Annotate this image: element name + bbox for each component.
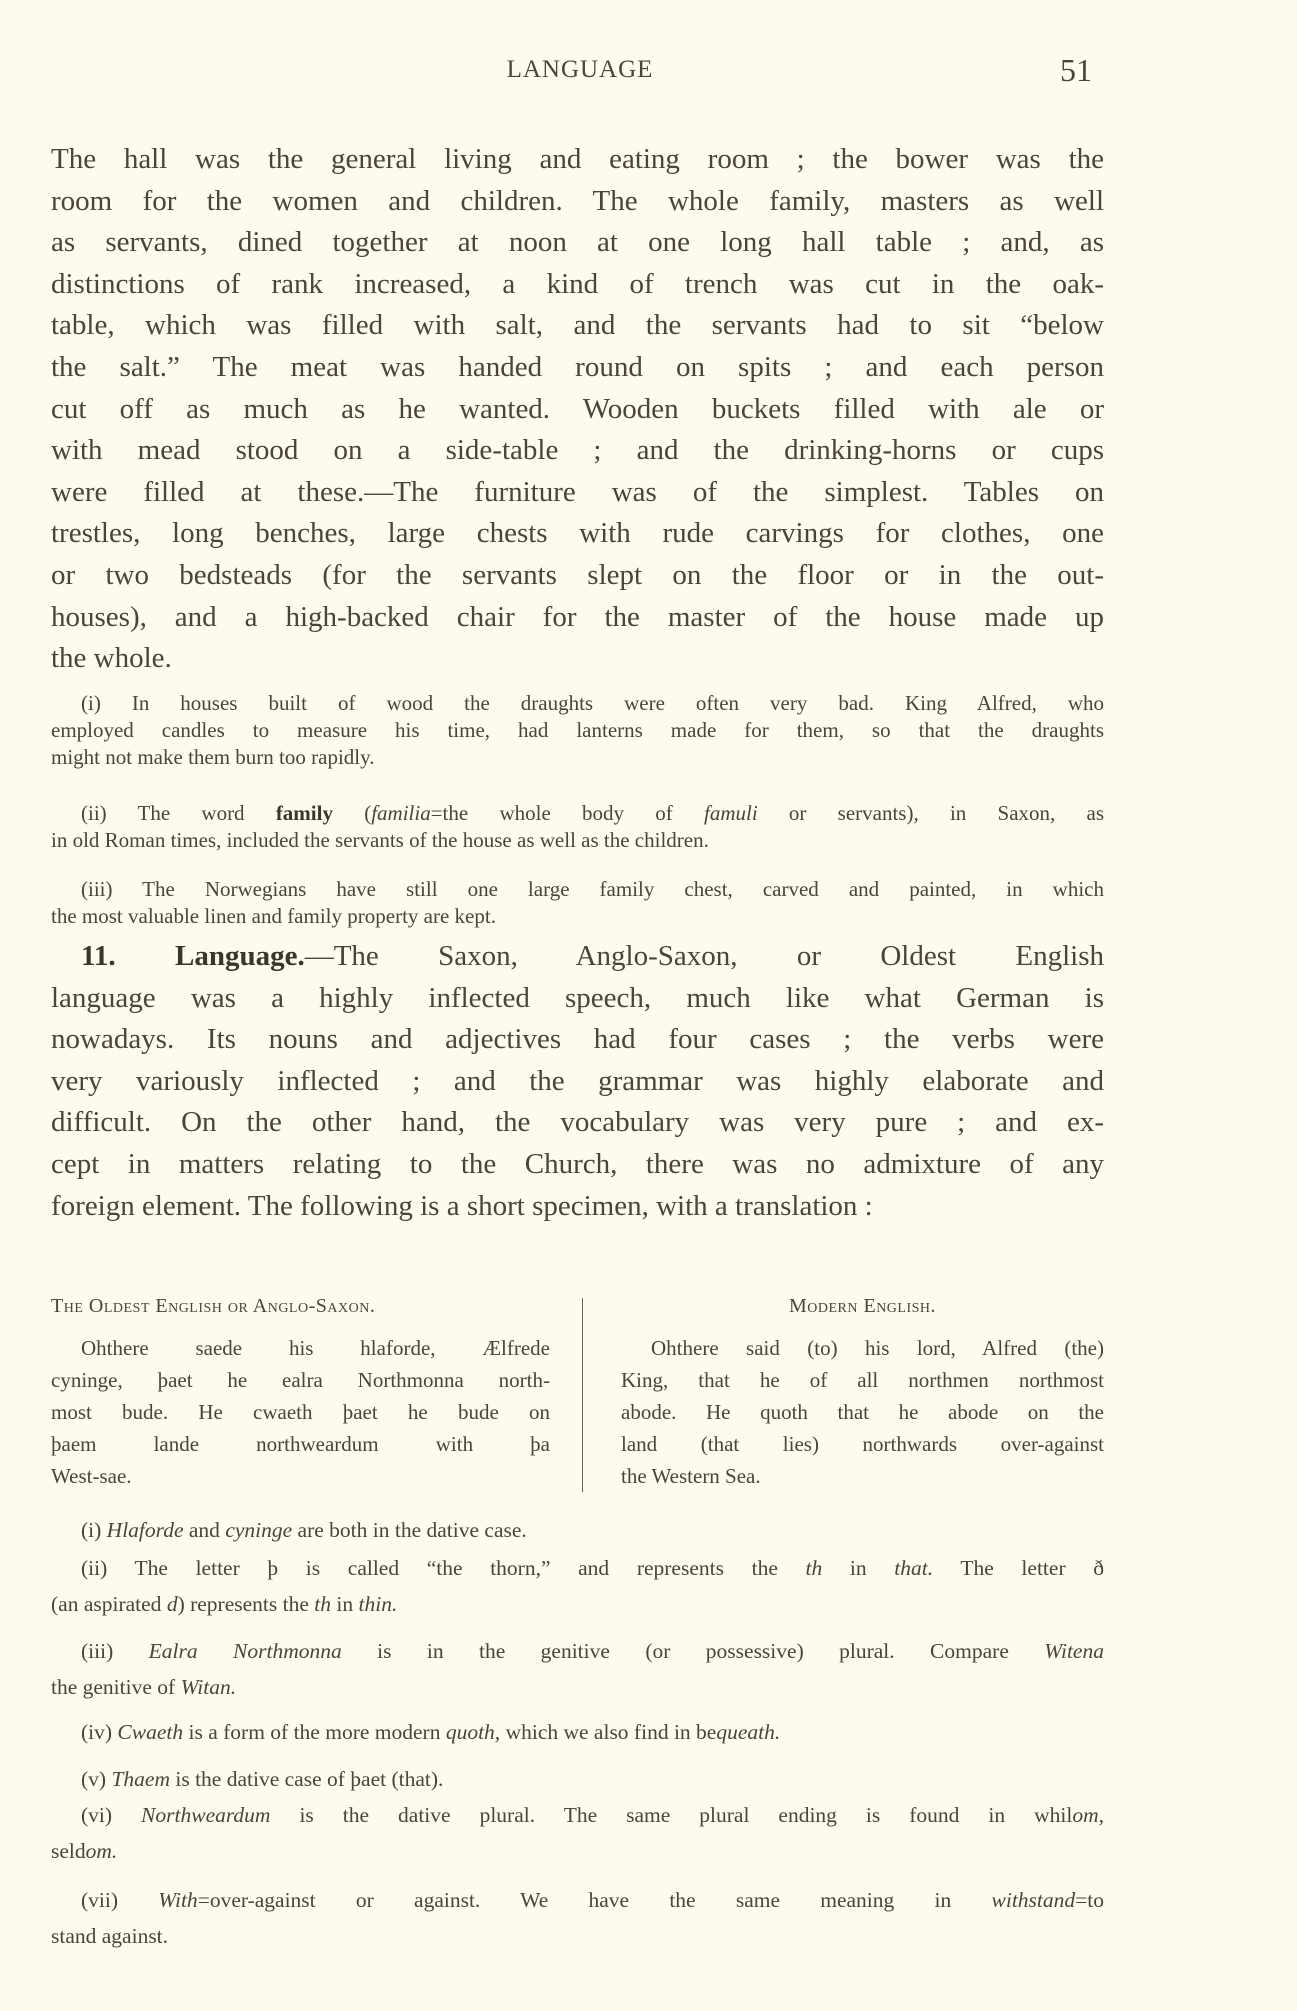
text-line: or two bedsteads (for the servants slept on the floor or in the out- [51,558,1104,591]
italic-text: Thaem [111,1767,170,1791]
text-segment: in [331,1592,359,1616]
text-line: language was a highly inflected speech, much like what German is [51,981,1104,1014]
italic-text: quoth, [445,1720,501,1744]
text-segment: =the whole body of [430,801,704,825]
text-line: stand against. [51,1924,169,1948]
anglo-saxon-specimen [51,1332,550,1492]
text-line: houses), and a high-backed chair for the master of the house made up [51,600,1104,633]
footnote-ii-family [51,800,1104,854]
text-line [51,1550,1104,1586]
text-segment: (ii) The word [81,801,276,825]
note-vi-northweardum [51,1797,1104,1869]
column-heading-anglo-saxon: The Oldest English or Anglo-Saxon. [51,1295,376,1317]
text-line: with mead stood on a side-table ; and the drinking-horns or cups [51,434,1104,467]
text-line: The hall was the general living and eating room ; the bower was the [51,143,1104,175]
text-line: foreign element. The following is a short specimen, with a translation : [51,1189,873,1222]
running-head-title: LANGUAGE [506,56,654,83]
page-number: 51 [1060,52,1092,88]
text-segment: ( [332,801,372,825]
italic-text: With [158,1888,198,1912]
text-line: distinctions of rank increased, a kind of trench was cut in the oak- [51,267,1104,300]
text-line: as servants, dined together at noon at one long hall table ; and, as [51,226,1104,259]
text-line [51,1797,1104,1833]
text-line [51,936,1104,978]
text-line [51,1714,1104,1750]
text-line: cut off as much as he wanted. Wooden buckets filled with ale or [51,392,1104,425]
text-line [51,1586,1104,1622]
text-line: West-sae. [51,1464,132,1488]
text-segment: in [822,1556,895,1580]
text-segment: is in the genitive (or possessive) plural. Compare [341,1639,1045,1663]
text-line [51,1512,1104,1548]
text-line: cept in matters relating to the Church, there was no admixture of any [51,1147,1104,1180]
italic-text: famuli [704,801,758,825]
text-line: were filled at these.—The furniture was of the simplest. Tables on [51,475,1104,508]
note-iii-genitive [51,1633,1104,1705]
text-line: the Western Sea. [621,1464,761,1488]
text-segment: (iv) [81,1720,118,1744]
italic-text: d [166,1592,178,1616]
italic-text: Ealra Northmonna [148,1639,342,1663]
text-line: table, which was filled with salt, and the servants had to sit “below [51,309,1104,342]
italic-text: th [805,1556,823,1580]
text-line: employed candles to measure his time, had lanterns made for them, so that the draughts [51,718,1104,742]
italic-text: thin. [358,1592,398,1616]
text-line: the salt.” The meat was handed round on spits ; and each person [51,350,1104,383]
italic-text: withstand [991,1888,1076,1912]
note-vii-with [51,1882,1104,1954]
footnote-i-draughts [51,690,1104,771]
text-segment: is a form of the more modern [183,1720,446,1744]
text-segment: are both in the dative case. [292,1518,527,1542]
text-line [51,800,1104,827]
column-heading-modern-english: Modern English. [788,1295,937,1317]
text-line: might not make them burn too rapidly. [51,745,375,769]
text-segment: is the dative case of þaet (that). [169,1767,444,1791]
text-line: trestles, long benches, large chests with rude carvings for clothes, one [51,517,1104,550]
italic-text: Hlaforde [106,1518,184,1542]
italic-text: Cwaeth [117,1720,184,1744]
italic-text: queath. [716,1720,781,1744]
text-line: (iii) The Norwegians have still one large family chest, carved and painted, in which [81,877,1104,901]
text-line: King, that he of all northmen northmost [621,1368,1104,1392]
text-line: in old Roman times, included the servants of the house as well as the children. [51,828,709,852]
text-line: cyninge, þaet he ealra Northmonna north- [51,1368,550,1392]
italic-text: cyninge [225,1518,293,1542]
italic-text: om. [85,1839,118,1863]
text-line: the most valuable linen and family property are kept. [51,904,496,928]
text-line: Ohthere saede his hlaforde, Ælfrede [81,1336,550,1360]
paragraph-hall [51,139,1104,680]
text-segment: (vii) [81,1888,159,1912]
text-segment: seld [51,1839,86,1863]
italic-text: Witena [1044,1639,1104,1663]
text-line: þaem lande northweardum with þa [51,1432,550,1456]
modern-english-translation [621,1332,1104,1492]
text-line [51,1882,1104,1918]
section-11-language [51,936,1104,1227]
text-segment: is the dative plural. The same plural ending is found in whil [270,1803,1073,1827]
column-divider [582,1298,583,1492]
text-segment: the genitive of [51,1675,181,1699]
text-line: difficult. On the other hand, the vocabulary was very pure ; and ex- [51,1106,1104,1139]
text-segment: which we also find in be [500,1720,717,1744]
text-line: most bude. He cwaeth þaet he bude on [51,1400,550,1424]
text-line [51,1633,1104,1669]
text-segment: ) represents the [177,1592,315,1616]
text-line: land (that lies) northwards over-against [621,1432,1104,1456]
italic-text: familia [371,801,431,825]
text-segment: (v) [81,1767,112,1791]
note-v-thaem [51,1761,1104,1797]
text-segment: The letter ð [933,1556,1104,1580]
text-line [51,1833,1104,1869]
italic-text: th [314,1592,332,1616]
text-line: (i) In houses built of wood the draughts were often very bad. King Alfred, who [81,691,1104,715]
text-segment: —The Saxon, Anglo-Saxon, or Oldest English [304,940,1104,972]
note-iv-cwaeth [51,1714,1104,1750]
text-segment: or servants), in Saxon, as [757,801,1104,825]
note-ii-thorn [51,1550,1104,1622]
text-line: room for the women and children. The whole family, masters as well [51,184,1104,217]
text-line: the whole. [51,642,172,675]
text-segment: (ii) The letter þ is called “the thorn,” and represents the [81,1556,806,1580]
italic-text: om, [1072,1803,1104,1827]
text-segment: =over-against or against. We have the same meaning in [197,1888,992,1912]
text-line: nowadays. Its nouns and adjectives had four cases ; the verbs were [51,1023,1104,1056]
text-line: Ohthere said (to) his lord, Alfred (the) [651,1336,1104,1360]
italic-text: Witan. [180,1675,237,1699]
running-head [0,52,1297,96]
italic-text: Northweardum [141,1803,271,1827]
text-segment: =to [1075,1888,1104,1912]
text-segment: (i) [81,1518,107,1542]
footnote-iii-norwegians [51,876,1104,930]
text-segment: (iii) [81,1639,149,1663]
text-line: abode. He quoth that he abode on the [621,1400,1104,1424]
text-segment: (vi) [81,1803,142,1827]
italic-text: that. [894,1556,934,1580]
note-i-dative [51,1512,1104,1548]
bold-text: 11. Language. [81,940,305,972]
text-segment: and [183,1518,226,1542]
text-line [51,1761,1104,1797]
bold-text: family [275,801,333,825]
text-segment: (an aspirated [51,1592,167,1616]
text-line: very variously inflected ; and the grammar was highly elaborate and [51,1064,1104,1097]
text-line [51,1669,1104,1705]
